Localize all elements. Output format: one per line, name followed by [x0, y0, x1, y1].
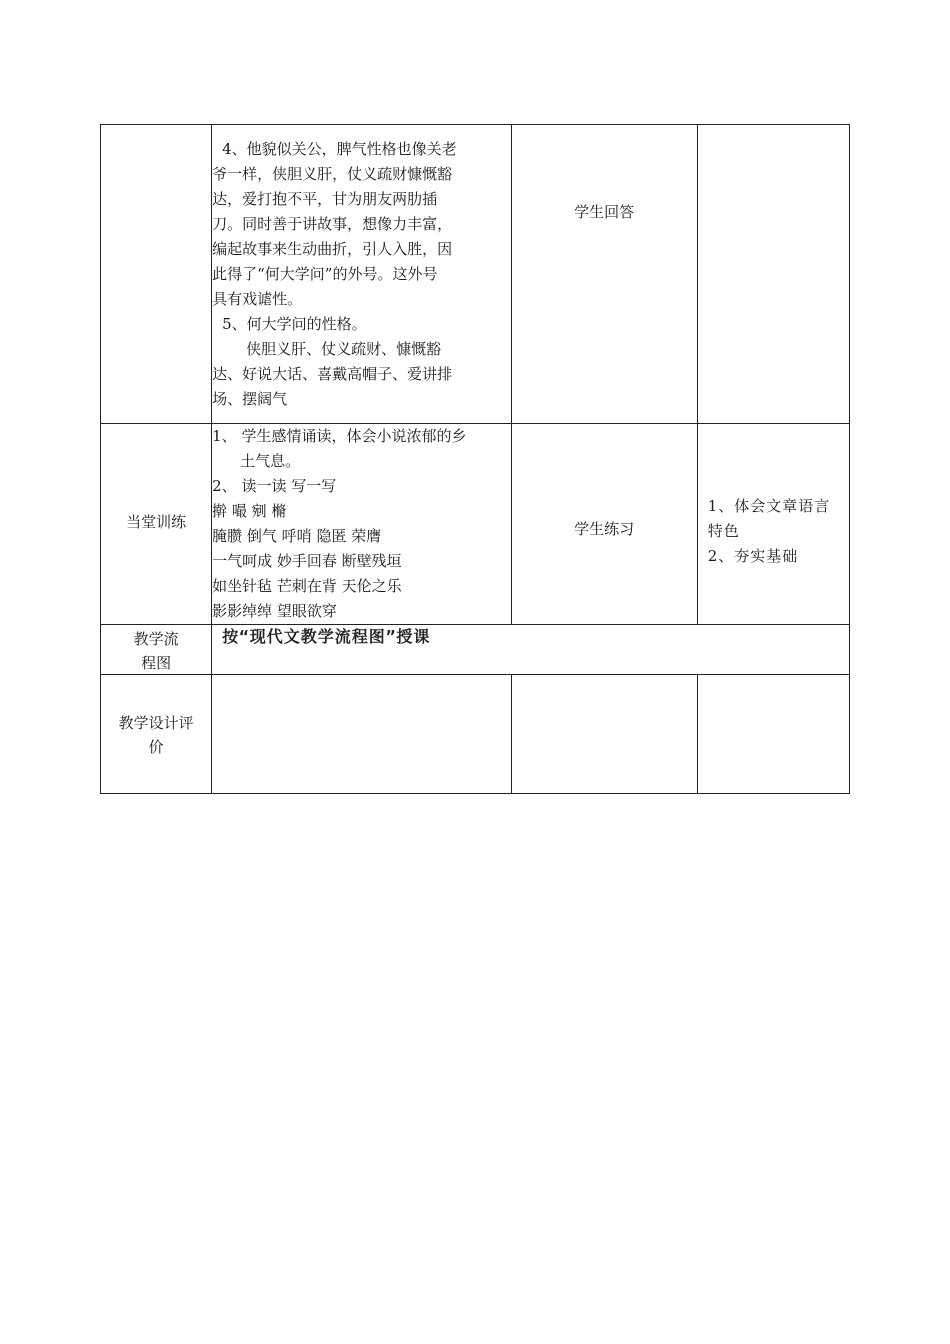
row-label [101, 711, 211, 759]
content-line: 具有戏谑性。 [212, 289, 303, 308]
content-line: 如坐针毡 芒刺在背 天伦之乐 [212, 577, 402, 595]
table-row [101, 424, 850, 625]
row-label-line: 教学流 [133, 630, 179, 648]
content-line: 场、摆阔气 [212, 389, 288, 408]
content-line: 达，爱打抱不平，甘为朋友两肋插 [212, 189, 438, 208]
content-line: 侠胆义肝、仗义疏财、慷慨豁 [246, 339, 442, 358]
content-line: 土气息。 [240, 452, 301, 470]
flow-cell [212, 625, 850, 675]
row-label [101, 627, 211, 675]
goal-notes [708, 494, 831, 569]
content-cell [212, 675, 511, 794]
row-label-line: 价 [148, 738, 164, 756]
content-line: 1、 学生感情诵读，体会小说浓郁的乡 [212, 427, 467, 445]
content-line: 影影绰绰 望眼欲穿 [212, 602, 337, 620]
table-row [101, 125, 850, 424]
content-line: 一气呵成 妙手回春 断壁残垣 [212, 552, 402, 570]
flow-instruction: 按“现代文教学流程图”授课 [222, 627, 431, 646]
activity-cell [511, 424, 697, 625]
content-line: 2、 读一读 写一写 [212, 477, 337, 495]
table-row [101, 675, 850, 794]
row-label-cell [101, 675, 212, 794]
goal-line: 特色 [707, 522, 740, 540]
content-line: 此得了“何大学问”的外号。这外号 [212, 264, 438, 283]
notes-cell [697, 125, 849, 424]
notes-cell [697, 675, 849, 794]
row-label-line: 教学设计评 [118, 714, 194, 732]
content-line: 擀 嘬 剜 樇 [212, 502, 287, 520]
content-line: 达、好说大话、喜戴高帽子、爱讲排 [212, 364, 453, 383]
row-label-cell [101, 625, 212, 675]
notes-cell [697, 424, 849, 625]
content-line: 编起故事来生动曲折，引人入胜，因 [212, 239, 453, 258]
table-row [101, 625, 850, 675]
student-activity: 学生练习 [574, 520, 635, 538]
content-line: 刀。同时善于讲故事，想像力丰富， [212, 214, 453, 233]
content-cell [212, 424, 511, 625]
row-label-line: 程图 [141, 654, 172, 672]
row-label: 当堂训练 [126, 513, 187, 531]
activity-cell [511, 125, 697, 424]
content-line: 5、何大学问的性格。 [222, 314, 367, 333]
row-label-cell [101, 424, 212, 625]
student-activity: 学生回答 [574, 203, 635, 221]
goal-line: 1、体会文章语言 [707, 497, 831, 515]
goal-line: 2、夯实基础 [707, 547, 799, 565]
content-cell [212, 125, 511, 424]
activity-cell [511, 675, 697, 794]
content-line: 爷一样，侠胆义肝，仗义疏财慷慨豁 [212, 164, 453, 183]
row-label-cell [101, 125, 212, 424]
content-line: 4、他貌似关公，脾气性格也像关老 [222, 139, 457, 158]
lesson-plan-table [100, 124, 850, 794]
content-line: 腌臜 倒气 呼哨 隐匿 荣膺 [212, 527, 382, 545]
